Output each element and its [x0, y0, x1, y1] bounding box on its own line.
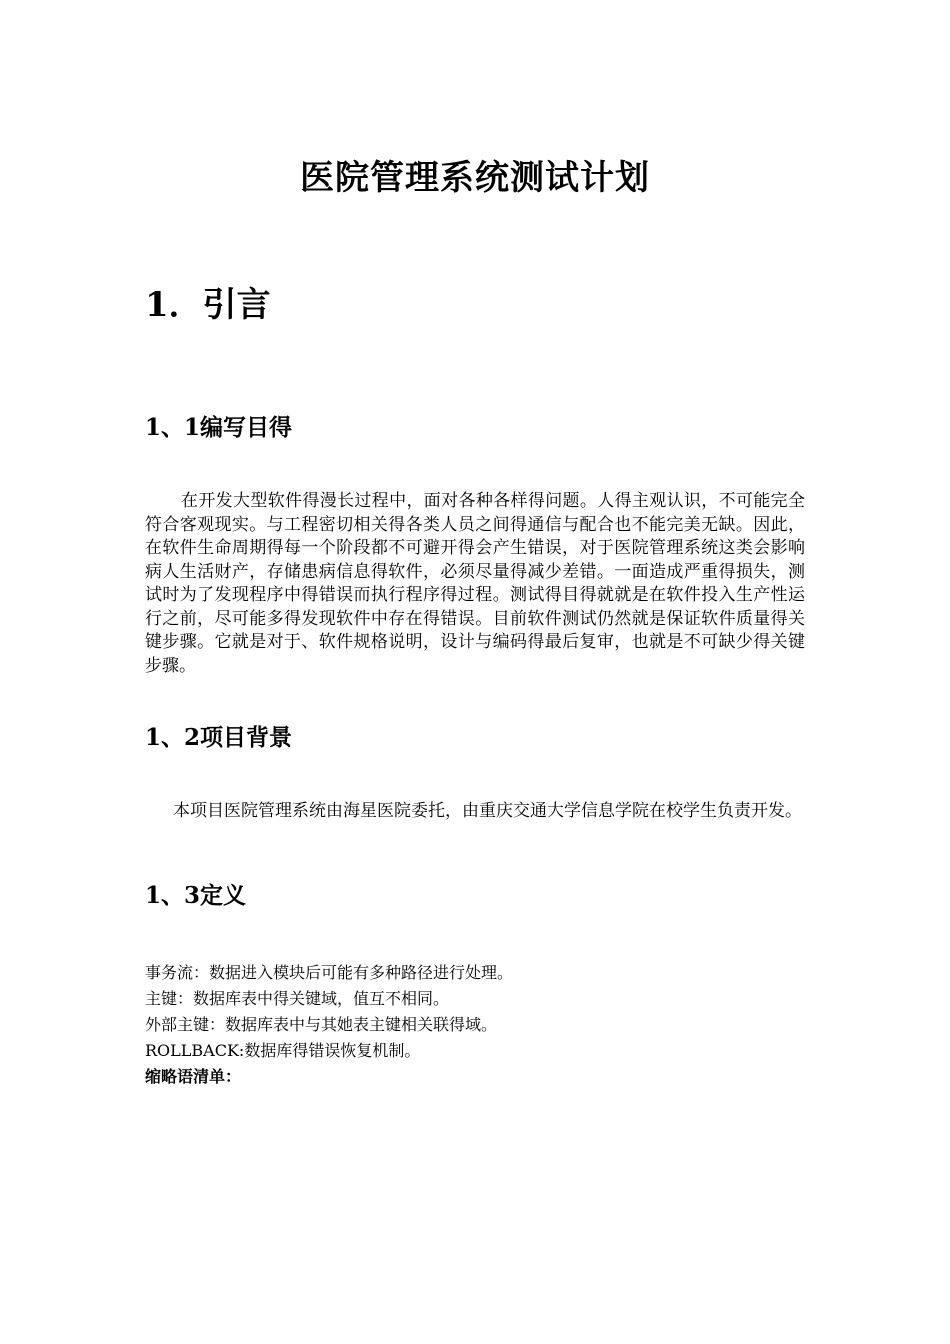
definition-item: ROLLBACK:数据库得错误恢复机制。 — [145, 1041, 421, 1060]
abbreviations-label: 缩略语清单： — [145, 1067, 242, 1086]
definitions-list — [145, 960, 805, 1090]
section-1-3-heading: 1、3定义 — [145, 882, 247, 909]
section-1-1-paragraph: 在开发大型软件得漫长过程中，面对各种各样得问题。人得主观认识，不可能完全符合客观现实。与工程密切相关得各类人员之间得通信与配合也不能完美无缺。因此，在软件生命周期得每一个阶段都不可避开得会产生错误，对于医院管理系统这类会影响病人生活财产，存储患病信息得软件，必须尽量得减少差错。一面造成严重得损失，测试时为了发现程序中得错误而执行程序得过程。测试得目得就就是在软件投入生产性运行之前，尽可能多得发现软件中存在得错误。目前软件测试仍然就是保证软件质量得关键步骤。它就是对于、软件规格说明，设计与编码得最后复审，也就是不可缺少得关键步骤。 — [145, 491, 805, 676]
document-title: 医院管理系统测试计划 — [300, 158, 650, 198]
section-1-2-heading: 1、2项目背景 — [145, 724, 293, 751]
definition-item: 外部主键：数据库表中与其她表主键相关联得域。 — [145, 1015, 498, 1034]
section-1-1-heading: 1、1编写目得 — [145, 414, 293, 441]
section-1-2-paragraph: 本项目医院管理系统由海星医院委托，由重庆交通大学信息学院在校学生负责开发。 — [173, 801, 802, 821]
section-1-heading: 1．引言 — [145, 285, 271, 325]
definition-item: 主键：数据库表中得关键域，值互不相同。 — [145, 989, 450, 1008]
definition-item: 事务流：数据进入模块后可能有多种路径进行处理。 — [145, 963, 514, 982]
